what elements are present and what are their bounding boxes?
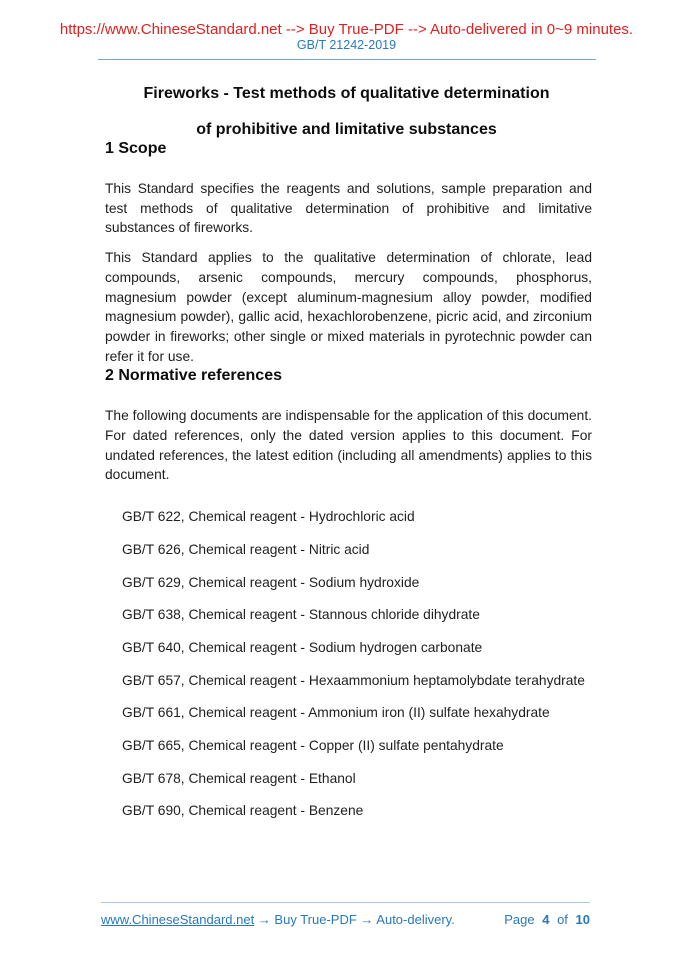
footer-tail: → Buy True-PDF → Auto-delivery. [254, 912, 455, 927]
document-title [0, 84, 693, 139]
footer-rule [101, 902, 590, 903]
reference-item: GB/T 690, Chemical reagent - Benzene [122, 803, 364, 819]
page-footer [101, 902, 590, 927]
page-current: 4 [542, 912, 550, 927]
page-total: 10 [575, 912, 590, 927]
reference-item: GB/T 657, Chemical reagent - Hexaammonium heptamolybdate terahydrate [122, 672, 585, 688]
document-body [0, 139, 693, 821]
reference-list [105, 507, 592, 821]
watermark-banner-link[interactable]: https://www.ChineseStandard.net --> Buy True-PDF --> Auto-delivered in 0~9 minutes. [59, 21, 634, 38]
page-of-label: of [557, 912, 568, 927]
scope-paragraph-2: This Standard applies to the qualitative determination of chlorate, lead compounds, arsenic compounds, mercury compounds, phosphorus, magnesium powder (except aluminum-magnesium alloy powder, modified magnesium powder), gallic acid, hexachlorobenzene, picric acid, and zirconium powder in fireworks; other single or mixed materials in pyrotechnic powder can refer it for use. [105, 250, 592, 364]
doc-title-line2: of prohibitive and limitative substances [196, 121, 497, 138]
reference-item: GB/T 638, Chemical reagent - Stannous chloride dihydrate [122, 607, 480, 623]
reference-item: GB/T 622, Chemical reagent - Hydrochloric acid [122, 509, 415, 525]
footer-delivery-text [101, 912, 455, 927]
scope-paragraph-1: This Standard specifies the reagents and solutions, sample preparation and test methods of qualitative determination of prohibitive and limitative substances of fireworks. [105, 181, 592, 236]
reference-item: GB/T 665, Chemical reagent - Copper (II) sulfate pentahydrate [122, 738, 504, 754]
reference-item: GB/T 629, Chemical reagent - Sodium hydroxide [122, 574, 420, 590]
header-rule [98, 59, 596, 60]
reference-item: GB/T 678, Chemical reagent - Ethanol [122, 770, 356, 786]
normative-paragraph: The following documents are indispensable for the application of this document. For dated references, only the dated version applies to this document. For undated references, the latest edition (including all amendments) applies to this document. [105, 408, 592, 483]
page-label: Page [504, 912, 535, 927]
footer-site-link[interactable]: www.ChineseStandard.net [101, 912, 255, 927]
section-heading-scope: 1 Scope [105, 140, 167, 157]
reference-item: GB/T 661, Chemical reagent - Ammonium iron (II) sulfate hexahydrate [122, 705, 550, 721]
standard-number: GB/T 21242-2019 [296, 38, 397, 52]
section-heading-normative-references: 2 Normative references [105, 367, 282, 385]
page-indicator [500, 912, 590, 927]
reference-item: GB/T 640, Chemical reagent - Sodium hydrogen carbonate [122, 639, 483, 655]
reference-item: GB/T 626, Chemical reagent - Nitric acid [122, 541, 370, 557]
doc-title-line1: Fireworks - Test methods of qualitative determination [143, 85, 550, 102]
